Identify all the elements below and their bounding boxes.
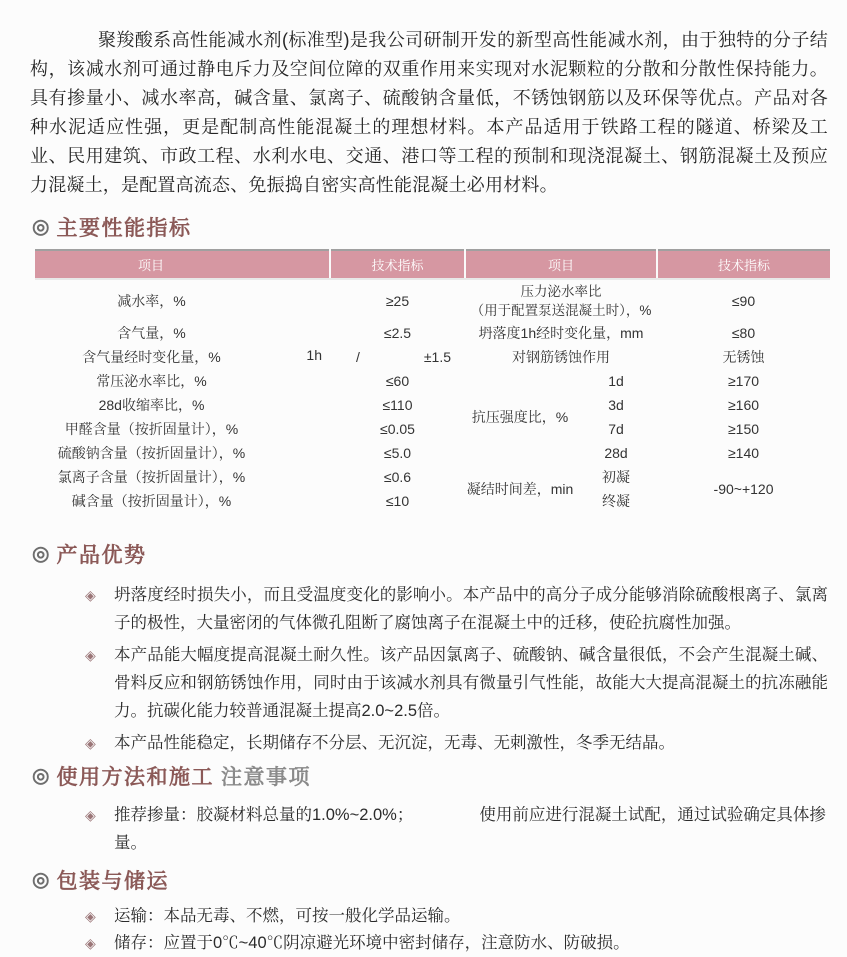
intro-paragraph: 聚羧酸系高性能减水剂(标准型)是我公司研制开发的新型高性能减水剂，由于独特的分子结构，该减水剂可通过静电斥力及空间位障的双重作用来实现对水泥颗粒的分散和分散性保持能力。具有掺量小、减水率高，碱含量、氯离子、硫酸钠含量低，不锈蚀钢筋以及环保等优点。产品对各种水泥适应性强，更是配制高性能混凝土的理想材料。本产品适用于铁路工程的隧道、桥梁及工业、民用建筑、市政工程、水利水电、交通、港口等工程的预制和现浇混凝土、钢筋混凝土及预应力混凝土，是配置高流态、免振捣自密实高性能混凝土必用材料。 bbox=[30, 30, 828, 195]
diamond-bullet-icon: ◈ bbox=[85, 587, 96, 603]
cell-item-label: 含气量经时变化量，% bbox=[82, 349, 221, 365]
table-row bbox=[35, 441, 830, 465]
cell-spec: ≤10 bbox=[385, 493, 410, 509]
table-row bbox=[35, 321, 830, 345]
cell-spec: ≤2.5 bbox=[383, 325, 412, 341]
list-item bbox=[30, 903, 830, 930]
section-title-packaging: 包装与储运 bbox=[56, 870, 169, 893]
section-marker-icon: ◎ bbox=[32, 543, 50, 565]
diamond-bullet-icon: ◈ bbox=[85, 935, 96, 951]
cell-spec-right: ≥140 bbox=[727, 445, 760, 461]
list-item bbox=[30, 581, 830, 637]
section-header-usage bbox=[32, 761, 830, 791]
cell-age: 3d bbox=[608, 397, 624, 413]
cell-item-right: 对钢筋锈蚀作用 bbox=[512, 349, 610, 365]
usage-dosage-text: 推荐掺量：胶凝材料总量的1.0%~2.0%； bbox=[114, 806, 414, 824]
list-item-text: 坍落度经时损失小，而且受温度变化的影响小。本产品中的高分子成分能够消除硫酸根离子、氯离子的极性，大量密闭的气体微孔阻断了腐蚀离子在混凝土中的迁移，使砼抗腐性加强。 bbox=[114, 586, 828, 632]
cell-item: 含气量，% bbox=[117, 325, 186, 341]
cell-item: 碱含量（按折固量计），% bbox=[71, 493, 232, 509]
list-item-text: 本产品能大幅度提高混凝土耐久性。该产品因氯离子、硫酸钠、碱含量很低，不会产生混凝土碱、骨料反应和钢筋锈蚀作用，同时由于该减水剂具有微量引气性能，故能大大提高混凝土的抗冻融能力。抗碳化能力较普通混凝土提高2.0~2.5倍。 bbox=[114, 646, 828, 720]
column-header-item-left: 项目 bbox=[35, 250, 330, 279]
section-title-advantages: 产品优势 bbox=[56, 544, 147, 567]
section-title-performance: 主要性能指标 bbox=[56, 217, 192, 240]
list-item bbox=[30, 729, 830, 757]
section-header-packaging bbox=[32, 865, 830, 895]
list-item-text bbox=[114, 801, 828, 857]
table-row bbox=[35, 417, 830, 441]
cell-item bbox=[35, 345, 330, 369]
section-header-performance bbox=[32, 212, 830, 242]
cell-age: 终凝 bbox=[602, 493, 630, 509]
list-item bbox=[30, 641, 830, 725]
cell-spec-right: -90~+120 bbox=[713, 481, 774, 497]
cell-spec: ≤60 bbox=[385, 373, 410, 389]
section-title-usage-sub: 注意事项 bbox=[220, 766, 311, 789]
cell-item: 硫酸钠含量（按折固量计），% bbox=[57, 445, 246, 461]
section-marker-icon: ◎ bbox=[32, 869, 50, 891]
table-row bbox=[35, 345, 830, 369]
cell-item: 28d收缩率比，% bbox=[98, 397, 205, 413]
diamond-bullet-icon: ◈ bbox=[85, 647, 96, 663]
section-header-advantages bbox=[32, 539, 830, 569]
table-row bbox=[35, 465, 830, 489]
cell-spec: ≤0.6 bbox=[383, 469, 412, 485]
cell-spec: ≤0.05 bbox=[380, 421, 415, 437]
column-header-item-right: 项目 bbox=[465, 250, 657, 279]
cell-spec: ≤5.0 bbox=[383, 445, 412, 461]
cell-spec-right: ≥160 bbox=[727, 397, 760, 413]
cell-spec bbox=[330, 345, 465, 369]
table-header-row bbox=[35, 250, 830, 279]
usage-trial-text: 使用前应进行混凝土试配，通过试验确定具体掺量。 bbox=[114, 806, 826, 852]
cell-spec-slash: / bbox=[356, 349, 360, 365]
cell-group-label: 凝结时间差，min bbox=[466, 481, 574, 497]
cell-item-right: 坍落度1h经时变化量，mm bbox=[478, 325, 644, 341]
section-marker-icon: ◎ bbox=[32, 765, 50, 787]
section-marker-icon: ◎ bbox=[32, 216, 50, 238]
list-item-text: 储存：应置于0℃~40℃阴凉避光环境中密封储存，注意防水、防破损。 bbox=[114, 934, 630, 952]
cell-age: 1d bbox=[608, 373, 624, 389]
list-item-text: 本产品性能稳定，长期储存不分层、无沉淀，无毒、无刺激性，冬季无结晶。 bbox=[114, 734, 675, 752]
column-header-spec-left: 技术指标 bbox=[330, 250, 465, 279]
diamond-bullet-icon: ◈ bbox=[85, 807, 96, 823]
cell-item: 氯离子含量（按折固量计），% bbox=[57, 469, 246, 485]
performance-indicators-table bbox=[35, 249, 830, 513]
list-item bbox=[30, 801, 830, 857]
usage-list bbox=[30, 801, 830, 857]
cell-spec: ≤110 bbox=[382, 397, 413, 413]
cell-item: 常压泌水率比，% bbox=[96, 373, 207, 389]
advantages-list bbox=[30, 581, 830, 757]
cell-group-label: 抗压强度比，% bbox=[471, 409, 569, 425]
cell-item: 甲醛含量（按折固量计），% bbox=[64, 421, 239, 437]
cell-spec-value: ±1.5 bbox=[423, 349, 451, 365]
cell-spec: ≥25 bbox=[385, 292, 410, 309]
diamond-bullet-icon: ◈ bbox=[85, 735, 96, 751]
list-item bbox=[30, 930, 830, 957]
table-row bbox=[35, 279, 830, 321]
cell-spec-right: ≤90 bbox=[731, 292, 756, 309]
cell-spec-right: ≤80 bbox=[731, 325, 756, 341]
cell-spec-right: ≥170 bbox=[727, 373, 760, 389]
cell-item-right-line2: （用于配置泵送混凝土时），% bbox=[470, 302, 652, 318]
table-row bbox=[35, 369, 830, 393]
section-title-usage-main: 使用方法和施工 bbox=[56, 766, 214, 789]
cell-age: 7d bbox=[608, 421, 624, 437]
cell-spec-right: ≥150 bbox=[727, 421, 760, 437]
packaging-list bbox=[30, 903, 830, 957]
column-header-spec-right: 技术指标 bbox=[657, 250, 830, 279]
diamond-bullet-icon: ◈ bbox=[85, 908, 96, 924]
cell-item: 减水率，% bbox=[117, 292, 186, 309]
table-row bbox=[35, 393, 830, 417]
cell-item-right-line1: 压力泌水率比 bbox=[520, 283, 602, 299]
cell-age: 28d bbox=[604, 445, 628, 461]
list-item-text: 运输：本品无毒、不燃，可按一般化学品运输。 bbox=[114, 907, 461, 925]
cell-item-time: 1h bbox=[306, 347, 322, 363]
cell-item-right bbox=[465, 279, 657, 321]
cell-age: 初凝 bbox=[602, 469, 630, 485]
cell-spec-right: 无锈蚀 bbox=[722, 349, 765, 365]
